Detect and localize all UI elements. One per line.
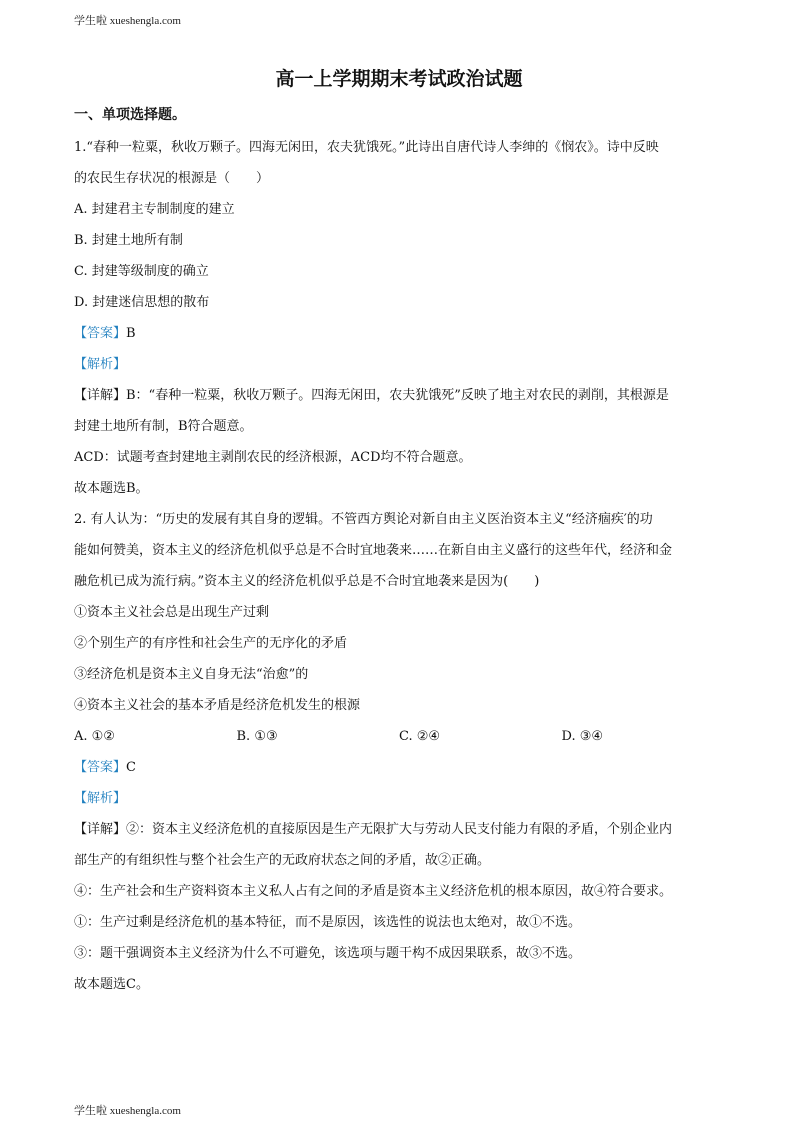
q1-detail-line: 封建土地所有制，B符合题意。 xyxy=(74,419,253,434)
q1-detail-line: ACD：试题考查封建地主剥削农民的经济根源，ACD均不符合题意。 xyxy=(74,450,472,465)
q1-option-b: B. 封建土地所有制 xyxy=(74,233,183,248)
q2-detail-line: 部生产的有组织性与整个社会生产的无政府状态之间的矛盾，故②正确。 xyxy=(74,853,491,868)
question-1 xyxy=(74,132,724,504)
q2-statement: ①资本主义社会总是出现生产过剩 xyxy=(74,605,270,620)
answer-tag: 【答案】 xyxy=(74,326,127,341)
q1-option-d: D. 封建迷信思想的散布 xyxy=(74,295,210,310)
q2-detail-line: 【详解】②：资本主义经济危机的直接原因是生产无限扩大与劳动人民支付能力有限的矛盾，个别企业内 xyxy=(74,822,673,837)
q2-option-d: D. ③④ xyxy=(561,729,604,744)
q1-detail-line: 故本题选B。 xyxy=(74,481,149,496)
q2-answer xyxy=(74,752,724,783)
q1-stem-line: 1.“春种一粒粟，秋收万颗子。四海无闲田，农夫犹饿死。”此诗出自唐代诗人李绅的《悯农》。诗中反映 xyxy=(74,140,659,155)
q2-options xyxy=(74,721,724,752)
q2-statement: ④资本主义社会的基本矛盾是经济危机发生的根源 xyxy=(74,698,361,713)
q2-statement: ③经济危机是资本主义自身无法“治愈”的 xyxy=(74,667,309,682)
q1-option-a: A. 封建君主专制制度的建立 xyxy=(74,202,235,217)
q2-detail-line: ④：生产社会和生产资料资本主义私人占有之间的矛盾是资本主义经济危机的根本原因，故④符合要求。 xyxy=(74,884,673,899)
question-2 xyxy=(74,504,724,1000)
answer-tag: 【答案】 xyxy=(74,760,127,775)
page-footer: 学生啦 xueshengla.com xyxy=(74,1105,181,1117)
q1-analysis-heading xyxy=(74,349,724,380)
q1-answer xyxy=(74,318,724,349)
q2-statement: ②个别生产的有序性和社会生产的无序化的矛盾 xyxy=(74,636,348,651)
q2-option-a: A. ①② xyxy=(74,729,115,744)
q2-detail-line: ①：生产过剩是经济危机的基本特征，而不是原因，该选性的说法也太绝对，故①不选。 xyxy=(74,915,582,930)
q2-analysis-heading xyxy=(74,783,724,814)
q2-detail-line: 故本题选C。 xyxy=(74,977,149,992)
q1-stem-line: 的农民生存状况的根源是（ ） xyxy=(74,171,270,186)
q2-stem-line: 融危机已成为流行病。”资本主义的经济危机似乎总是不合时宜地袭来是因为( ) xyxy=(74,574,540,589)
q2-stem-line: 能如何赞美，资本主义的经济危机似乎总是不合时宜地袭来……在新自由主义盛行的这些年代，经济和金 xyxy=(74,543,673,558)
answer-value: B xyxy=(126,326,136,341)
answer-value: C xyxy=(126,760,136,775)
q2-stem-line: 2. 有人认为：“历史的发展有其自身的逻辑。不管西方舆论对新自由主义医治资本主义“经济痼疾′的功 xyxy=(74,512,653,527)
section-heading: 一、单项选择题。 xyxy=(74,107,186,123)
analysis-tag: 【解析】 xyxy=(74,357,127,372)
q2-option-b: B. ①③ xyxy=(236,729,278,744)
document-body xyxy=(74,66,724,1000)
analysis-tag: 【解析】 xyxy=(74,791,127,806)
q1-detail-line: 【详解】B：“春种一粒粟，秋收万颗子。四海无闲田，农夫犹饿死”反映了地主对农民的剥削，其根源是 xyxy=(74,388,669,403)
page-title: 高一上学期期末考试政治试题 xyxy=(275,68,523,90)
q2-detail-line: ③：题干强调资本主义经济为什么不可避免，该选项与题干构不成因果联系，故③不选。 xyxy=(74,946,582,961)
q2-option-c: C. ②④ xyxy=(399,729,441,744)
page-header: 学生啦 xueshengla.com xyxy=(74,15,181,27)
q1-option-c: C. 封建等级制度的确立 xyxy=(74,264,209,279)
